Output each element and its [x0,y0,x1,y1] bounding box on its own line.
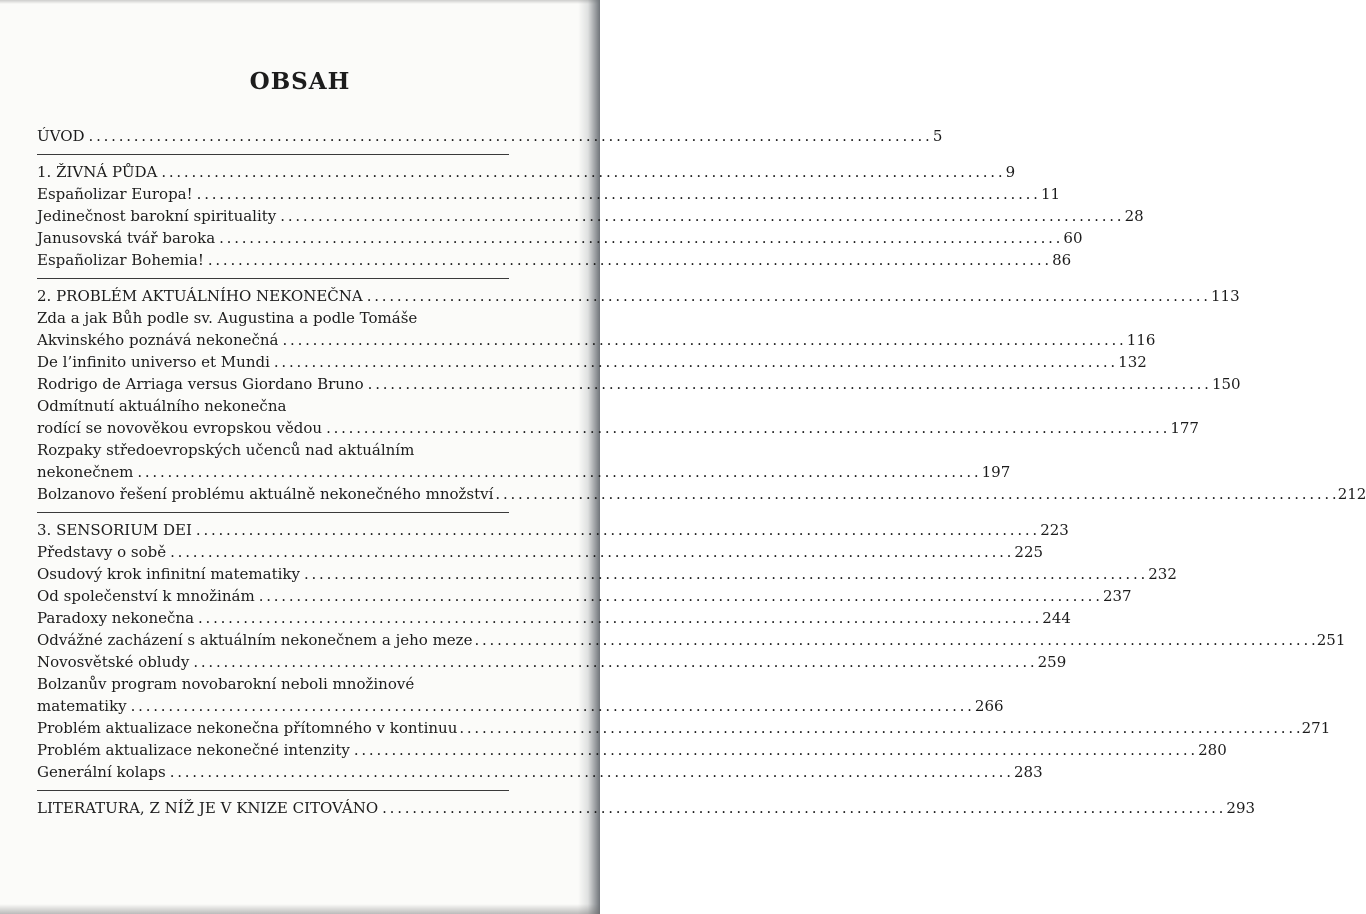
entry-page: 5 [932,127,943,145]
dot-leader [279,331,1127,349]
page-top-edge [0,0,600,4]
dot-leader [192,521,1040,539]
toc-entry[interactable] [37,719,1331,741]
entry-page: 271 [1301,719,1331,737]
entry-page: 251 [1316,631,1346,649]
entry-page: 225 [1014,543,1044,561]
toc-entry[interactable] [37,419,1199,441]
toc-entry-line1[interactable] [37,397,509,419]
dot-leader [127,697,975,715]
dot-leader [350,741,1198,759]
entry-page: 232 [1148,565,1177,583]
toc-entry[interactable] [37,543,1044,565]
entry-label: Novosvětské obludy [37,653,190,671]
dot-leader [457,719,1301,737]
entry-label: Españolizar Bohemia! [37,251,204,269]
entry-label: Problém aktualizace nekonečné intenzity [37,741,350,759]
entry-page: 293 [1226,799,1256,817]
dot-leader [322,419,1170,437]
toc-entry[interactable] [37,251,1072,273]
toc-entry[interactable] [37,653,1067,675]
dot-leader [378,799,1226,817]
entry-page: 237 [1102,587,1132,605]
entry-page: 150 [1211,375,1241,393]
entry-label: Jedinečnost barokní spirituality [37,207,277,225]
toc-section-heading-2[interactable] [37,287,1240,309]
entry-page: 259 [1037,653,1067,671]
section-divider [37,512,509,513]
dot-leader [215,229,1063,247]
entry-label: Akvinského poznává nekonečná [37,331,279,349]
toc-entry[interactable] [37,565,1177,587]
toc-entry-line1[interactable] [37,309,509,331]
toc-entry-line1[interactable] [37,441,509,463]
entry-label: LITERATURA, Z NÍŽ JE V KNIZE CITOVÁNO [37,799,379,817]
dot-leader [472,631,1316,649]
entry-page: 280 [1198,741,1227,759]
dot-leader [204,251,1052,269]
toc-entry[interactable] [37,741,1227,763]
toc-entry[interactable] [37,763,1043,785]
section-divider [37,154,509,155]
dot-leader [270,353,1118,371]
dot-leader [493,485,1337,503]
table-of-contents [37,127,1366,821]
toc-entry[interactable] [37,331,1156,353]
toc-entry[interactable] [37,185,1061,207]
entry-page: 266 [974,697,1004,715]
toc-entry[interactable] [37,229,1083,251]
entry-label: Představy o sobě [37,543,167,561]
dot-leader [194,609,1042,627]
entry-label: 3. SENSORIUM DEI [37,521,192,539]
entry-label-first-line: Bolzanův program novobarokní neboli množinové [37,675,415,693]
dot-leader [166,763,1014,781]
entry-label: Paradoxy nekonečna [37,609,195,627]
entry-label: Odvážné zacházení s aktuálním nekonečnem a jeho meze [37,631,473,649]
toc-entry-literatura[interactable] [37,799,1256,821]
entry-label: 2. PROBLÉM AKTUÁLNÍHO NEKONEČNA [37,287,363,305]
entry-page: 132 [1118,353,1147,371]
entry-label: Problém aktualizace nekonečna přítomného v kontinuu [37,719,458,737]
entry-label: Osudový krok infinitní matematiky [37,565,300,583]
dot-leader [157,163,1005,181]
entry-label-first-line: Odmítnutí aktuálního nekonečna [37,397,287,415]
dot-leader [300,565,1148,583]
entry-label: Od společenství k množinám [37,587,255,605]
entry-page: 116 [1126,331,1156,349]
toc-entry-uvod[interactable] [37,127,943,149]
section-divider [37,278,509,279]
entry-label: Rodrigo de Arriaga versus Giordano Bruno [37,375,364,393]
entry-label-first-line: Zda a jak Bůh podle sv. Augustina a podle Tomáše [37,309,418,327]
toc-entry[interactable] [37,353,1147,375]
toc-entry[interactable] [37,587,1132,609]
dot-leader [276,207,1124,225]
entry-label-first-line: Rozpaky středoevropských učenců nad aktuálním [37,441,415,459]
entry-label: De l’infinito universo et Mundi [37,353,270,371]
entry-label: Generální kolaps [37,763,166,781]
dot-leader [363,287,1211,305]
dot-leader [166,543,1014,561]
dot-leader [364,375,1212,393]
toc-section-heading-1[interactable] [37,163,1016,185]
dot-leader [193,185,1041,203]
entry-page: 283 [1013,763,1043,781]
entry-page: 244 [1042,609,1071,627]
entry-label: matematiky [37,697,127,715]
dot-leader [85,127,933,145]
entry-label: nekonečnem [37,463,134,481]
toc-entry[interactable] [37,375,1241,397]
page-bottom-edge [0,904,600,914]
entry-page: 60 [1063,229,1083,247]
toc-section-heading-3[interactable] [37,521,1069,543]
entry-page: 113 [1211,287,1240,305]
entry-label: ÚVOD [37,127,85,145]
entry-page: 177 [1170,419,1199,437]
section-divider [37,790,509,791]
toc-entry[interactable] [37,207,1144,229]
entry-label: Bolzanovo řešení problému aktuálně nekonečného množství [37,485,494,503]
entry-page: 28 [1124,207,1144,225]
entry-page: 9 [1005,163,1016,181]
entry-page: 86 [1052,251,1072,269]
entry-label: 1. ŽIVNÁ PŮDA [37,163,158,181]
entry-label: rodící se novověkou evropskou vědou [37,419,323,437]
toc-entry[interactable] [37,697,1004,719]
entry-page: 11 [1040,185,1061,203]
toc-entry[interactable] [37,463,1011,485]
toc-entry[interactable] [37,609,1071,631]
page-title: OBSAH [249,68,351,95]
dot-leader [133,463,981,481]
dot-leader [189,653,1037,671]
entry-page: 197 [981,463,1011,481]
entry-label: Españolizar Europa! [37,185,193,203]
dot-leader [255,587,1103,605]
entry-label: Janusovská tvář baroka [37,229,216,247]
toc-entry[interactable] [37,485,1366,507]
toc-entry-line1[interactable] [37,675,509,697]
toc-entry[interactable] [37,631,1346,653]
entry-page: 223 [1040,521,1069,539]
entry-page: 212 [1337,485,1366,503]
